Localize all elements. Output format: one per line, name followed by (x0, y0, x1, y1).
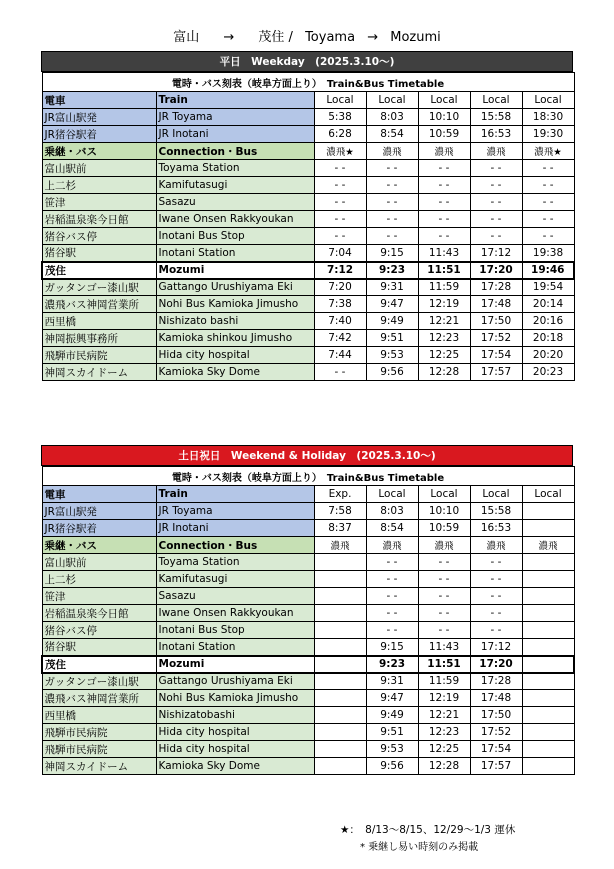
time-cell: 9:49 (366, 707, 418, 724)
time-cell: - - (418, 160, 470, 177)
station-name-jp: 神岡振興事務所 (42, 330, 156, 347)
time-cell: 10:59 (418, 126, 470, 143)
table-row (42, 194, 574, 211)
time-cell: 16:53 (470, 126, 522, 143)
header-en: Train (156, 92, 314, 109)
time-cell (314, 656, 366, 673)
train-type: Local (470, 92, 522, 109)
time-cell: 17:12 (470, 245, 522, 262)
time-cell: 18:30 (522, 109, 574, 126)
time-cell (314, 707, 366, 724)
station-name-en: Kamioka Sky Dome (156, 758, 314, 775)
table-row (42, 503, 574, 520)
time-cell: 9:51 (366, 330, 418, 347)
time-cell: 19:46 (522, 262, 574, 279)
station-name-jp: 飛騨市民病院 (42, 347, 156, 364)
time-cell: 17:20 (470, 262, 522, 279)
station-name-en: Sasazu (156, 194, 314, 211)
note-service-suspension: ★： 8/13〜8/15、12/29〜1/3 運休 (340, 824, 516, 836)
time-cell (522, 741, 574, 758)
station-name-en: Gattango Urushiyama Eki (156, 279, 314, 296)
station-name-jp: 猪谷駅 (42, 245, 156, 262)
title-arrow: → (223, 30, 235, 45)
time-cell: 濃飛 (470, 537, 522, 554)
time-cell (522, 503, 574, 520)
time-cell: 7:38 (314, 296, 366, 313)
station-name-jp: JR猪谷駅着 (42, 126, 156, 143)
station-name-jp: 笹津 (42, 194, 156, 211)
time-cell: 9:56 (366, 758, 418, 775)
time-cell (314, 758, 366, 775)
time-cell: 7:20 (314, 279, 366, 296)
station-name-en: Iwane Onsen Rakkyoukan (156, 605, 314, 622)
time-cell: 10:10 (418, 503, 470, 520)
time-cell: 7:44 (314, 347, 366, 364)
train-type: Local (418, 92, 470, 109)
time-cell (314, 741, 366, 758)
time-cell (314, 588, 366, 605)
time-cell (314, 639, 366, 656)
time-cell: - - (314, 160, 366, 177)
time-cell: - - (314, 177, 366, 194)
time-cell: 19:38 (522, 245, 574, 262)
station-name-jp: ガッタンゴー漆山駅 (42, 279, 156, 296)
time-cell (314, 605, 366, 622)
time-cell: - - (366, 605, 418, 622)
time-cell: - - (418, 211, 470, 228)
station-name-en: Nishizatobashi (156, 707, 314, 724)
table-row (42, 741, 574, 758)
time-cell: - - (418, 588, 470, 605)
time-cell: 濃飛 (522, 537, 574, 554)
time-cell: - - (418, 622, 470, 639)
station-name-jp: JR富山駅発 (42, 109, 156, 126)
train-type: Local (470, 486, 522, 503)
table-row (42, 758, 574, 775)
time-cell: 9:49 (366, 313, 418, 330)
notes (340, 822, 515, 856)
time-cell: - - (366, 194, 418, 211)
table-header-row (42, 92, 574, 109)
time-cell (314, 571, 366, 588)
table-row (42, 571, 574, 588)
time-cell: 11:51 (418, 656, 470, 673)
table-row (42, 279, 574, 296)
time-cell: - - (470, 160, 522, 177)
station-name-jp: 猪谷バス停 (42, 622, 156, 639)
time-cell (314, 724, 366, 741)
time-cell: 7:04 (314, 245, 366, 262)
station-name-jp: 濃飛バス神岡営業所 (42, 296, 156, 313)
time-cell: - - (366, 228, 418, 245)
station-name-en: Gattango Urushiyama Eki (156, 673, 314, 690)
table-row (42, 690, 574, 707)
time-cell: 19:54 (522, 279, 574, 296)
time-cell: - - (366, 571, 418, 588)
station-name-en: JR Inotani (156, 520, 314, 537)
time-cell: 7:58 (314, 503, 366, 520)
station-name-jp: ガッタンゴー漆山駅 (42, 673, 156, 690)
time-cell: 17:50 (470, 707, 522, 724)
time-cell: - - (470, 571, 522, 588)
time-cell: - - (366, 588, 418, 605)
time-cell: 12:25 (418, 741, 470, 758)
station-name-jp: 乗継・バス (42, 537, 156, 554)
time-cell (522, 520, 574, 537)
station-name-jp: 飛騨市民病院 (42, 724, 156, 741)
time-cell: - - (366, 554, 418, 571)
time-cell: 10:59 (418, 520, 470, 537)
station-name-en: Hida city hospital (156, 741, 314, 758)
time-cell: 20:18 (522, 330, 574, 347)
train-type: Local (418, 486, 470, 503)
time-cell: - - (314, 228, 366, 245)
station-name-jp: 茂住 (42, 656, 156, 673)
time-cell: 17:28 (470, 673, 522, 690)
time-cell: 17:52 (470, 330, 522, 347)
time-cell: 12:25 (418, 347, 470, 364)
note-listed-times: * 乗継し易い時刻のみ掲載 (360, 842, 479, 853)
station-name-en: Nishizato bashi (156, 313, 314, 330)
time-cell: 9:23 (366, 262, 418, 279)
time-cell: 濃飛★ (314, 143, 366, 160)
station-name-jp: 上二杉 (42, 177, 156, 194)
time-cell: 濃飛★ (522, 143, 574, 160)
time-cell: 16:53 (470, 520, 522, 537)
time-cell: - - (366, 622, 418, 639)
weekend-table (41, 466, 575, 775)
time-cell: 17:54 (470, 347, 522, 364)
time-cell: 濃飛 (418, 143, 470, 160)
title-to-jp: 茂住 / (258, 30, 293, 45)
station-name-en: Nohi Bus Kamioka Jimusho (156, 296, 314, 313)
time-cell (522, 707, 574, 724)
station-name-jp: 西里橋 (42, 313, 156, 330)
time-cell: 10:10 (418, 109, 470, 126)
time-cell (314, 622, 366, 639)
time-cell: 17:48 (470, 690, 522, 707)
title-arrow-en: → (367, 30, 379, 45)
table-row (42, 313, 574, 330)
station-name-en: Kamioka shinkou Jimusho (156, 330, 314, 347)
table-row (42, 262, 574, 279)
time-cell: 8:37 (314, 520, 366, 537)
time-cell: 9:31 (366, 673, 418, 690)
time-cell: 濃飛 (366, 143, 418, 160)
time-cell: - - (470, 605, 522, 622)
time-cell: 9:53 (366, 347, 418, 364)
time-cell: - - (470, 622, 522, 639)
time-cell (522, 656, 574, 673)
time-cell: 12:28 (418, 758, 470, 775)
station-name-jp: 飛騨市民病院 (42, 741, 156, 758)
time-cell: 9:23 (366, 656, 418, 673)
train-type: Local (366, 486, 418, 503)
station-name-en: Mozumi (156, 656, 314, 673)
weekday-table (41, 72, 575, 381)
time-cell: - - (314, 211, 366, 228)
station-name-jp: 猪谷駅 (42, 639, 156, 656)
time-cell: 17:50 (470, 313, 522, 330)
station-name-jp: 岩稲温泉楽今日館 (42, 211, 156, 228)
time-cell: 11:59 (418, 279, 470, 296)
station-name-en: Connection・Bus (156, 537, 314, 554)
time-cell: 12:23 (418, 330, 470, 347)
table-row (42, 211, 574, 228)
time-cell: 17:57 (470, 364, 522, 381)
time-cell: 9:51 (366, 724, 418, 741)
time-cell: 7:42 (314, 330, 366, 347)
time-cell: 11:59 (418, 673, 470, 690)
station-name-en: Hida city hospital (156, 347, 314, 364)
time-cell: 濃飛 (470, 143, 522, 160)
time-cell (522, 724, 574, 741)
table-row (42, 707, 574, 724)
time-cell: 11:51 (418, 262, 470, 279)
station-name-en: JR Toyama (156, 109, 314, 126)
table-subtitle-row (42, 73, 574, 92)
time-cell (314, 554, 366, 571)
time-cell (522, 758, 574, 775)
station-name-jp: JR猪谷駅着 (42, 520, 156, 537)
time-cell (522, 690, 574, 707)
station-name-en: Kamifutasugi (156, 571, 314, 588)
time-cell: 8:03 (366, 503, 418, 520)
table-row (42, 673, 574, 690)
table-row (42, 656, 574, 673)
time-cell: - - (522, 160, 574, 177)
title-from: 富山 (173, 30, 200, 45)
station-name-en: JR Toyama (156, 503, 314, 520)
time-cell: - - (470, 228, 522, 245)
time-cell: - - (366, 160, 418, 177)
page-title (0, 26, 614, 45)
table-row (42, 330, 574, 347)
time-cell: 20:20 (522, 347, 574, 364)
time-cell: 19:30 (522, 126, 574, 143)
time-cell: 8:54 (366, 520, 418, 537)
table-header-row (42, 486, 574, 503)
station-name-jp: 茂住 (42, 262, 156, 279)
time-cell: 濃飛 (418, 537, 470, 554)
station-name-en: Inotani Bus Stop (156, 622, 314, 639)
time-cell: 11:43 (418, 639, 470, 656)
time-cell (522, 571, 574, 588)
station-name-jp: 神岡スカイドーム (42, 364, 156, 381)
time-cell: 7:12 (314, 262, 366, 279)
train-type: Local (366, 92, 418, 109)
table-row (42, 588, 574, 605)
time-cell: 12:21 (418, 313, 470, 330)
station-name-en: Toyama Station (156, 160, 314, 177)
time-cell: 20:23 (522, 364, 574, 381)
table-row (42, 143, 574, 160)
time-cell: 9:15 (366, 245, 418, 262)
station-name-en: Nohi Bus Kamioka Jimusho (156, 690, 314, 707)
table-row (42, 537, 574, 554)
time-cell: 濃飛 (366, 537, 418, 554)
time-cell: 17:28 (470, 279, 522, 296)
time-cell: 9:53 (366, 741, 418, 758)
table-subtitle: 電時・バス刻表（岐阜方面上り） Train&Bus Timetable (42, 73, 574, 92)
time-cell: 17:54 (470, 741, 522, 758)
time-cell: 17:57 (470, 758, 522, 775)
time-cell: 9:56 (366, 364, 418, 381)
time-cell: 20:14 (522, 296, 574, 313)
time-cell: 15:58 (470, 503, 522, 520)
time-cell: - - (418, 605, 470, 622)
time-cell: - - (470, 588, 522, 605)
station-name-en: Sasazu (156, 588, 314, 605)
table-row (42, 554, 574, 571)
time-cell (314, 690, 366, 707)
table-row (42, 605, 574, 622)
header-jp: 電車 (42, 486, 156, 503)
time-cell: 11:43 (418, 245, 470, 262)
table-row (42, 622, 574, 639)
time-cell: 9:47 (366, 296, 418, 313)
station-name-jp: 神岡スカイドーム (42, 758, 156, 775)
time-cell: 12:19 (418, 690, 470, 707)
train-type: Exp. (314, 486, 366, 503)
time-cell: - - (366, 211, 418, 228)
time-cell: 12:19 (418, 296, 470, 313)
title-from-en: Toyama (305, 30, 356, 45)
time-cell: 20:16 (522, 313, 574, 330)
time-cell: - - (418, 194, 470, 211)
time-cell: - - (314, 364, 366, 381)
station-name-en: Hida city hospital (156, 724, 314, 741)
time-cell: - - (522, 211, 574, 228)
table-row (42, 109, 574, 126)
time-cell: 8:03 (366, 109, 418, 126)
time-cell: 8:54 (366, 126, 418, 143)
station-name-jp: 富山駅前 (42, 554, 156, 571)
time-cell: - - (366, 177, 418, 194)
weekday-band: 平日 Weekday (2025.3.10〜) (41, 51, 573, 72)
station-name-en: Iwane Onsen Rakkyoukan (156, 211, 314, 228)
table-row (42, 228, 574, 245)
table-row (42, 177, 574, 194)
time-cell (314, 673, 366, 690)
station-name-en: Kamioka Sky Dome (156, 364, 314, 381)
table-row (42, 160, 574, 177)
station-name-en: Inotani Station (156, 639, 314, 656)
table-subtitle-row (42, 467, 574, 486)
table-row (42, 724, 574, 741)
time-cell: - - (522, 194, 574, 211)
station-name-en: Inotani Bus Stop (156, 228, 314, 245)
time-cell (522, 605, 574, 622)
table-row (42, 520, 574, 537)
time-cell: 17:52 (470, 724, 522, 741)
station-name-jp: 富山駅前 (42, 160, 156, 177)
station-name-jp: 乗継・バス (42, 143, 156, 160)
time-cell: 15:58 (470, 109, 522, 126)
time-cell: - - (470, 211, 522, 228)
time-cell (522, 554, 574, 571)
table-row (42, 364, 574, 381)
station-name-jp: 笹津 (42, 588, 156, 605)
time-cell (522, 588, 574, 605)
train-type: Local (314, 92, 366, 109)
time-cell: - - (418, 571, 470, 588)
time-cell: 濃飛 (314, 537, 366, 554)
station-name-en: JR Inotani (156, 126, 314, 143)
time-cell: - - (522, 177, 574, 194)
time-cell: 17:20 (470, 656, 522, 673)
time-cell: 9:15 (366, 639, 418, 656)
time-cell: 12:23 (418, 724, 470, 741)
weekday-timetable (41, 51, 573, 381)
time-cell (522, 673, 574, 690)
time-cell: - - (418, 177, 470, 194)
time-cell: 6:28 (314, 126, 366, 143)
station-name-jp: 猪谷バス停 (42, 228, 156, 245)
time-cell: - - (522, 228, 574, 245)
table-subtitle: 電時・バス刻表（岐阜方面上り） Train&Bus Timetable (42, 467, 574, 486)
station-name-en: Inotani Station (156, 245, 314, 262)
train-type: Local (522, 486, 574, 503)
station-name-jp: 西里橋 (42, 707, 156, 724)
title-to-en: Mozumi (390, 30, 441, 45)
weekend-timetable (41, 445, 573, 775)
time-cell: - - (470, 194, 522, 211)
header-en: Train (156, 486, 314, 503)
station-name-en: Kamifutasugi (156, 177, 314, 194)
station-name-en: Toyama Station (156, 554, 314, 571)
time-cell: 12:21 (418, 707, 470, 724)
time-cell: 7:40 (314, 313, 366, 330)
time-cell: - - (470, 554, 522, 571)
time-cell: 17:48 (470, 296, 522, 313)
time-cell: 9:47 (366, 690, 418, 707)
station-name-jp: 濃飛バス神岡営業所 (42, 690, 156, 707)
time-cell (522, 622, 574, 639)
table-row (42, 245, 574, 262)
time-cell: 17:12 (470, 639, 522, 656)
table-row (42, 347, 574, 364)
table-row (42, 639, 574, 656)
table-row (42, 296, 574, 313)
header-jp: 電車 (42, 92, 156, 109)
station-name-jp: 岩稲温泉楽今日館 (42, 605, 156, 622)
time-cell: - - (470, 177, 522, 194)
time-cell: - - (418, 228, 470, 245)
train-type: Local (522, 92, 574, 109)
time-cell: 9:31 (366, 279, 418, 296)
table-row (42, 126, 574, 143)
time-cell: 12:28 (418, 364, 470, 381)
station-name-en: Mozumi (156, 262, 314, 279)
time-cell: - - (418, 554, 470, 571)
time-cell: - - (314, 194, 366, 211)
time-cell: 5:38 (314, 109, 366, 126)
station-name-jp: JR富山駅発 (42, 503, 156, 520)
station-name-en: Connection・Bus (156, 143, 314, 160)
time-cell (522, 639, 574, 656)
station-name-jp: 上二杉 (42, 571, 156, 588)
weekend-band: 土日祝日 Weekend & Holiday (2025.3.10〜) (41, 445, 573, 466)
